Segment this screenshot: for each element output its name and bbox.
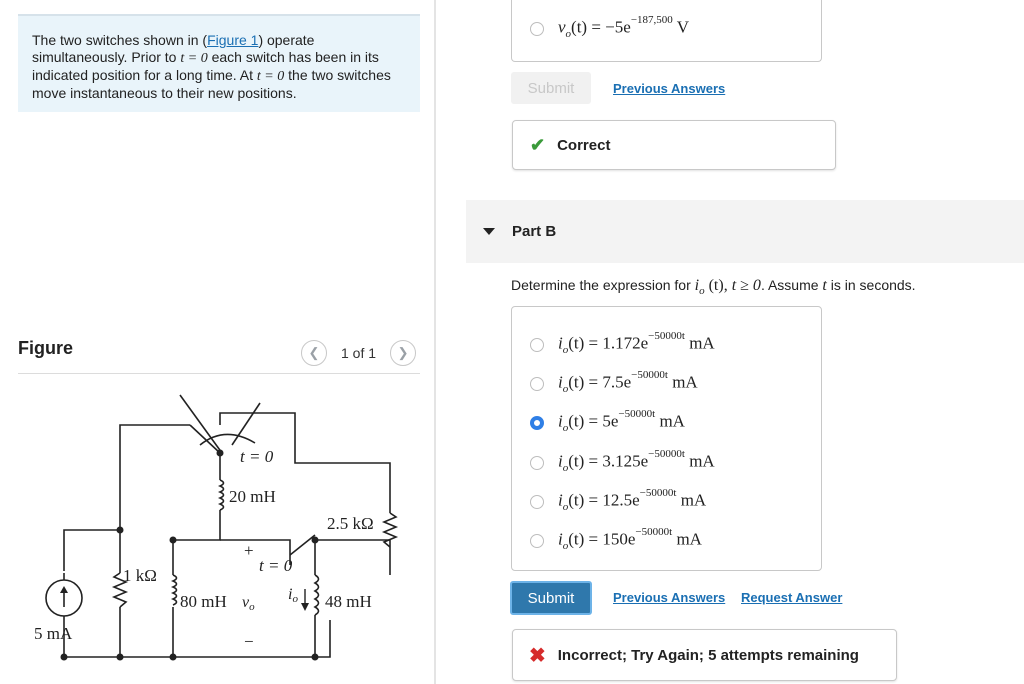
label-l-top: 20 mH [229, 487, 276, 506]
part-b-previous-answers-link[interactable]: Previous Answers [613, 590, 726, 605]
check-icon: ✔ [530, 134, 546, 155]
figure-counter: 1 of 1 [341, 345, 377, 361]
part-b-feedback: ✖ Incorrect; Try Again; 5 attempts remaining [512, 629, 897, 681]
x-icon: ✖ [529, 644, 546, 667]
figure-heading: Figure [18, 338, 74, 358]
pane-divider [434, 0, 436, 684]
part-b-submit-button[interactable]: Submit [510, 581, 592, 615]
label-source-current: 5 mA [34, 624, 73, 643]
divider [18, 373, 420, 374]
request-answer-link[interactable]: Request Answer [741, 590, 843, 605]
svg-text:io: io [288, 586, 298, 605]
figure-link[interactable]: Figure 1 [207, 32, 259, 48]
problem-text: each switch has been in its indicated position for a long time. At [32, 49, 379, 83]
part-b-option[interactable]: $i_o(t) = 7.5e^{-50000t}$ mA [530, 372, 698, 395]
part-a-previous-answers-link[interactable]: Previous Answers [613, 81, 726, 96]
part-a-feedback: ✔ Correct [512, 120, 836, 170]
part-b-option[interactable]: $i_o(t) = 3.125e^{-50000t}$ mA [530, 451, 715, 474]
radio-button[interactable] [530, 456, 544, 470]
circuit-diagram [30, 385, 410, 670]
label-l-right: 48 mH [325, 592, 372, 611]
label-vo: v [242, 594, 250, 611]
part-b-options-box [511, 306, 822, 571]
part-b-question: Determine the expression for $i_o$ (t), t ≥ 0. Assume t is in seconds. [511, 277, 916, 297]
label-r2: 2.5 kΩ [327, 514, 374, 533]
part-a-answer-box [511, 0, 822, 62]
radio-button[interactable] [530, 495, 544, 509]
problem-statement [18, 14, 420, 112]
part-a-submit-button[interactable]: Submit [511, 72, 591, 104]
chevron-left-icon[interactable]: ❮ [301, 340, 327, 366]
figure-pager [301, 340, 416, 366]
math-t-eq-0: t = 0 [180, 51, 208, 66]
label-l-left: 80 mH [180, 592, 227, 611]
label-switch-mid: t = 0 [259, 556, 293, 575]
radio-button[interactable] [530, 22, 544, 36]
part-a-option[interactable]: $v_o(t) = -5e^{-187,500}$ V [530, 17, 689, 40]
label-switch-top: t = 0 [240, 447, 274, 466]
radio-button[interactable] [530, 377, 544, 391]
part-b-option[interactable]: $i_o(t) = 12.5e^{-50000t}$ mA [530, 490, 706, 513]
part-b-option[interactable]: $i_o(t) = 150e^{-50000t}$ mA [530, 529, 702, 552]
caret-down-icon [483, 228, 495, 235]
radio-button[interactable] [530, 338, 544, 352]
label-io: i [288, 586, 293, 603]
math-t-eq-0: t = 0 [256, 69, 285, 84]
problem-text: ) operate simultaneously. Prior to [32, 32, 315, 65]
part-b-option[interactable]: $i_o(t) = 1.172e^{-50000t}$ mA [530, 333, 715, 356]
chevron-right-icon[interactable]: ❯ [390, 340, 416, 366]
radio-button[interactable] [530, 534, 544, 548]
label-plus: + [244, 541, 254, 560]
label-minus: − [244, 632, 254, 651]
part-b-option-selected[interactable]: $i_o(t) = 5e^{-50000t}$ mA [530, 411, 685, 434]
part-b-header[interactable]: Part B [466, 200, 1024, 263]
label-r1: 1 kΩ [123, 566, 157, 585]
svg-text:vo: vo [242, 594, 255, 613]
radio-button-selected[interactable] [530, 416, 544, 430]
problem-text: the two switches move instantaneous to their new positions. [32, 67, 391, 101]
problem-text: The two switches shown in ( [32, 32, 208, 48]
